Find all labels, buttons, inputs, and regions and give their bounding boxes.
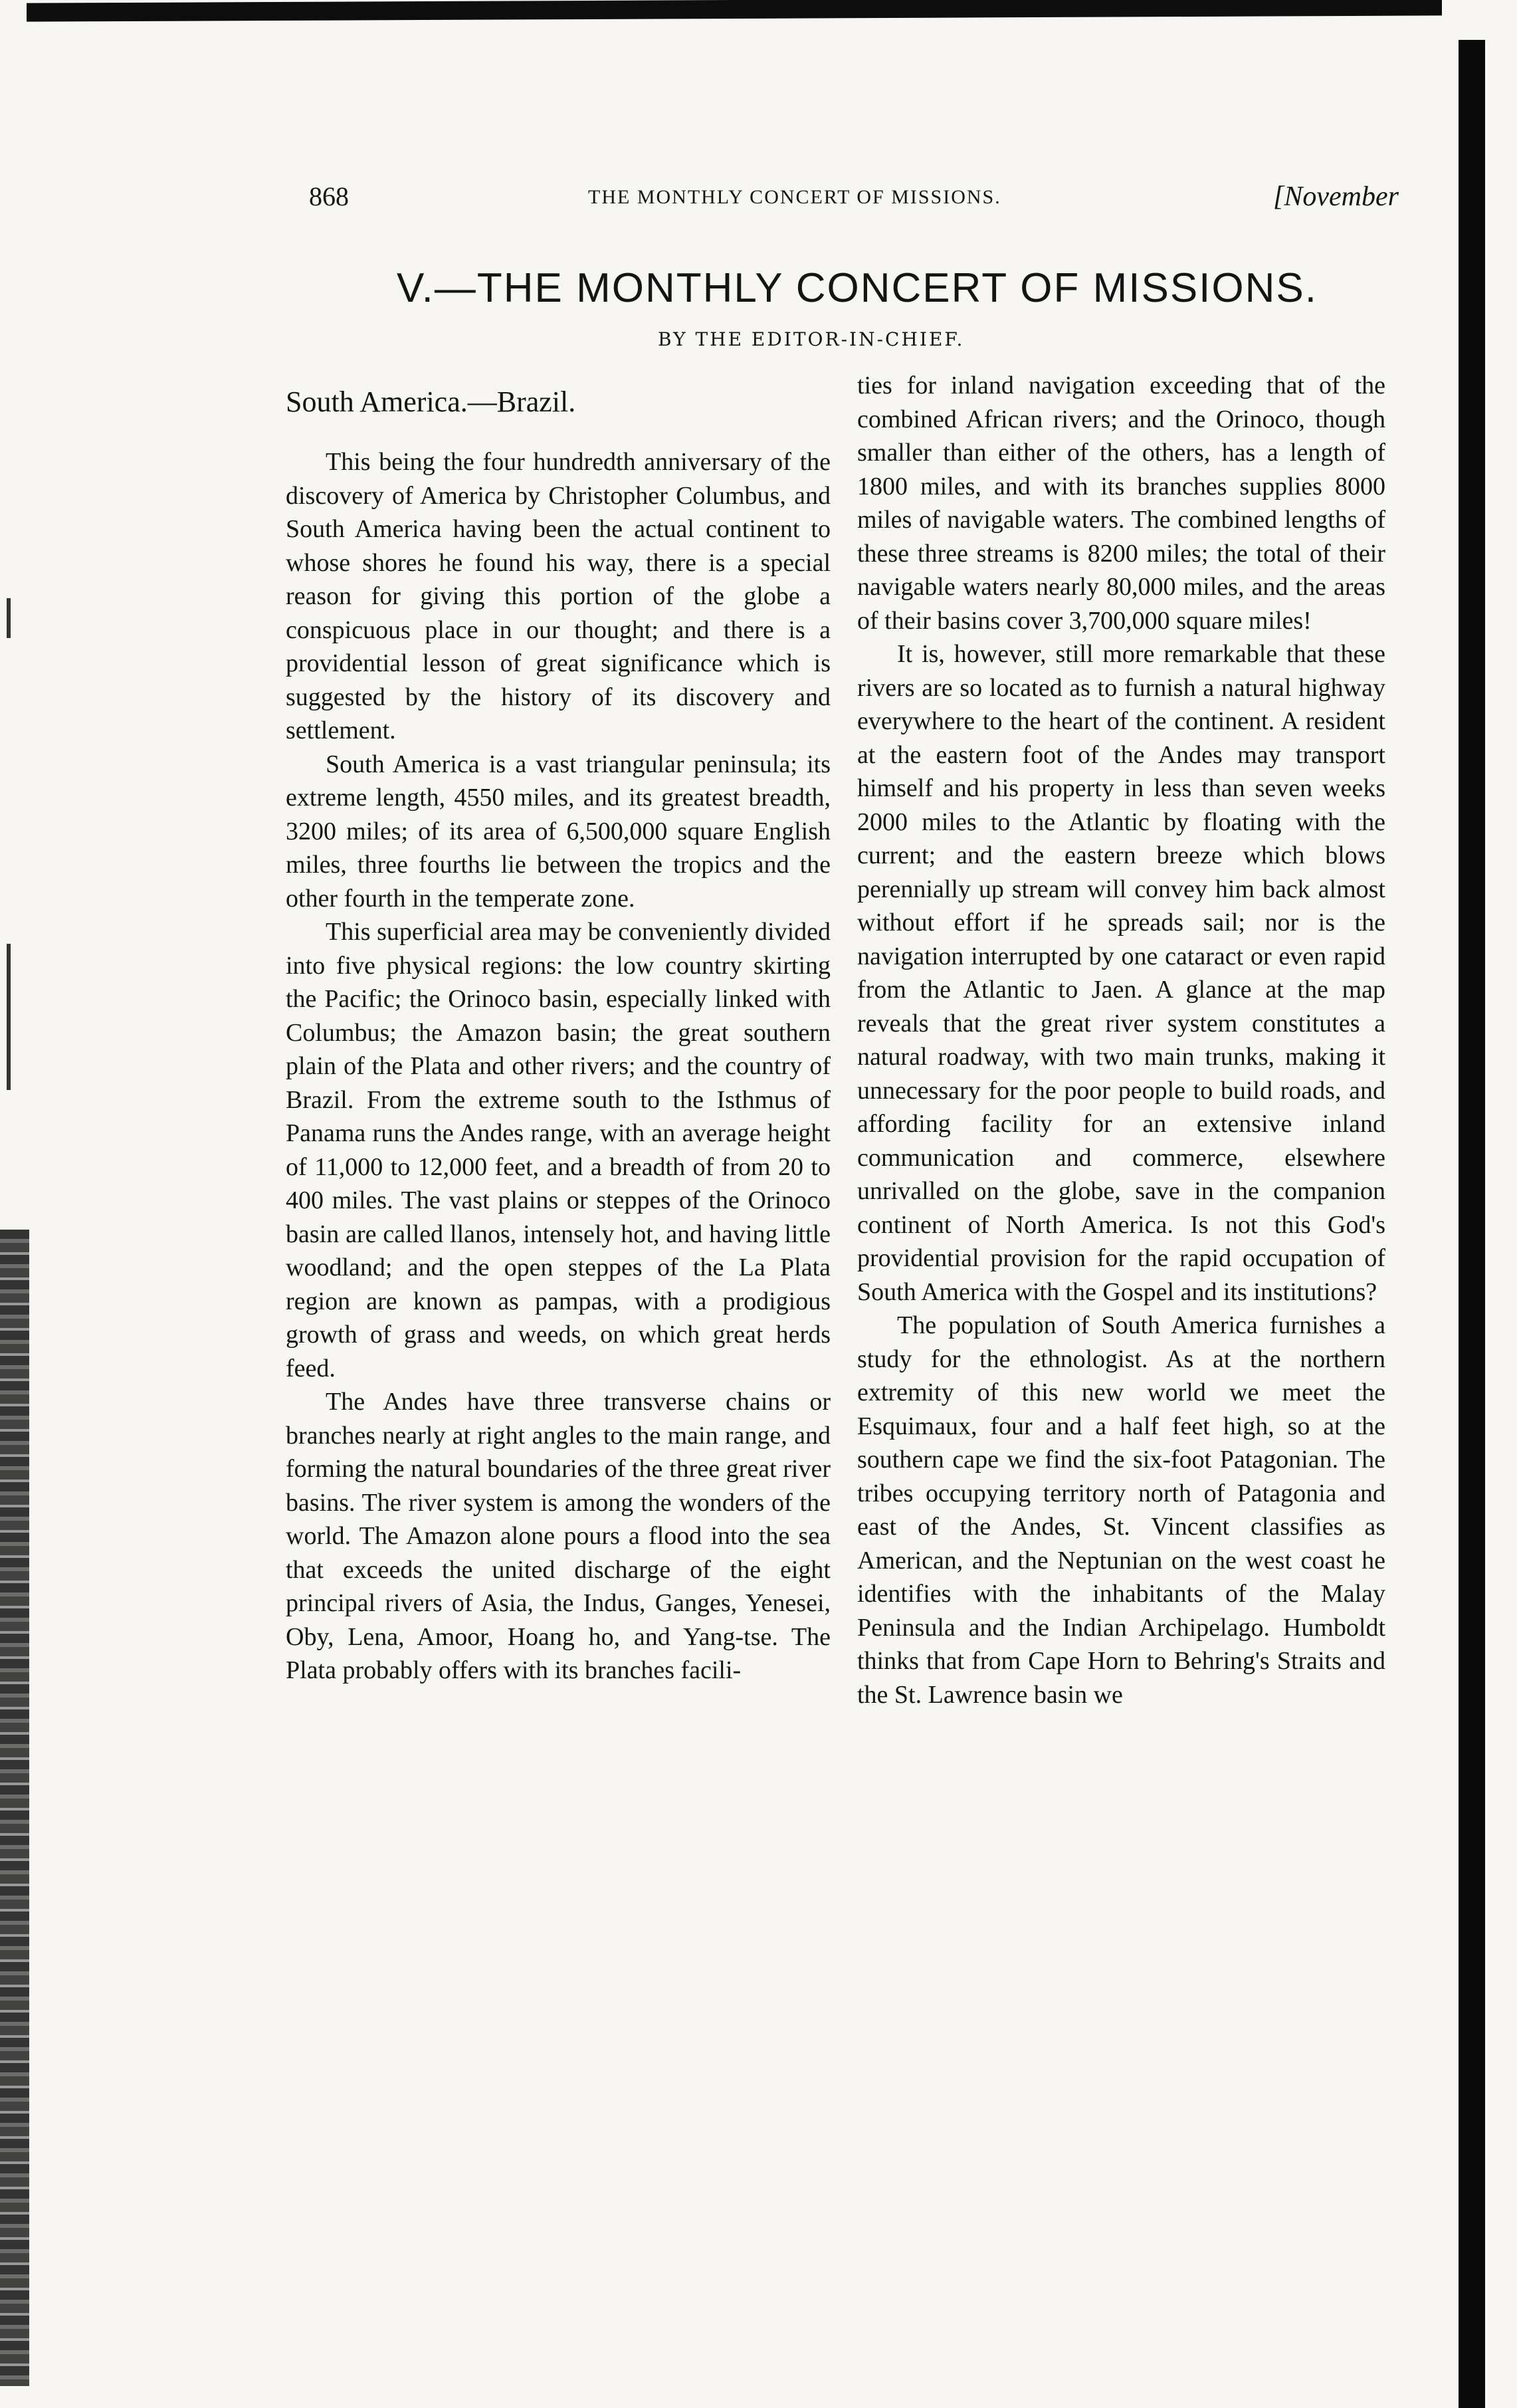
paragraph: The population of South America furnishes a study for the ethnologist. As at the northern extremity of this new world we meet the Esquimaux, four and a half feet high, so at the southern cape we find the six-foot Patagonian. The tribes occupying territory north of Patagonia and east of the Andes, St. Vincent classifies as American, and the Neptunian on the west coast he identifies with the inhabitants of the Malay Peninsula and the Indian Archipelago. Humboldt thinks that from Cape Horn to Behring's Straits and the St. Lawrence basin we [857,1311,1385,1709]
scan-mark [7,598,11,638]
paragraph: This superficial area may be conveniently divided into five physical regions: the low country skirting the Pacific; the Orinoco basin, especially linked with Columbus; the Amazon basin; the great southern plain of the Plata and other rivers; and the country of Brazil. From the extreme south to the Isthmus of Panama runs the Andes range, with an average height of 11,000 to 12,000 feet, and a breadth of from 20 to 400 miles. The vast plains or steppes of the Orinoco basin are called llanos, intensely hot, and having little woodland; and the open steppes of the La Plata region are known as pampas, with a prodigious growth of grass and weeds, on which great herds feed. [286,918,831,1382]
section-heading: South America.—Brazil. [286,385,576,418]
article-title: V.—THE MONTHLY CONCERT OF MISSIONS. [397,265,1318,311]
scan-right-edge [1459,40,1485,2408]
paragraph: The Andes have three transverse chains or branches nearly at right angles to the main range, and forming the natural boundaries of the three great river basins. The river system is among the wonders of the world. The Amazon alone pours a flood into the sea that exceeds the united discharge of the eight principal rivers of Asia, the Indus, Ganges, Yenesei, Oby, Lena, Amoor, Hoang ho, and Yang-tse. The Plata probably offers with its branches facili- [286,1388,831,1684]
running-head [309,181,1399,221]
left-column [286,369,831,1688]
page-number: 868 [309,181,349,211]
paragraph: This being the four hundredth anniversary of the discovery of America by Christopher Columbus, and South America having been the actual continent to whose shores he found his way, there is a special reason for giving this portion of the globe a conspicuous place in our thought; and there is a providential lesson of great significance which is suggested by the history of its discovery and settlement. [286,448,831,744]
scan-mark [7,944,11,1090]
byline: BY THE EDITOR-IN-CHIEF. [658,328,965,350]
issue-month: [November [1273,181,1399,212]
paragraph: South America is a vast triangular peninsula; its extreme length, 4550 miles, and its greatest breadth, 3200 miles; of its area of 6,500,000 square English miles, three fourths lie between the tropics and the other fourth in the temperate zone. [286,750,831,913]
paragraph: It is, however, still more remarkable that these rivers are so located as to furnish a natural highway everywhere to the heart of the continent. A resident at the eastern foot of the Andes may transport himself and his property in less than seven weeks 2000 miles to the Atlantic by floating with the current; and the eastern breeze which blows perennially up stream will convey him back almost without effort if he spreads sail; nor is the navigation interrupted by one cataract or even rapid from the Atlantic to Jaen. A glance at the map reveals that the great river system constitutes a natural roadway, with two main trunks, making it unnecessary for the poor people to build roads, and affording facility for an extensive inland communication and commerce, elsewhere unrivalled on the globe, save in the companion continent of North America. Is not this God's providential provision for the rapid occupation of South America with the Gospel and its institutions? [857,640,1385,1306]
journal-title: THE MONTHLY CONCERT OF MISSIONS. [588,186,1001,208]
paragraph-continuation: ties for inland navigation exceeding that of the combined African rivers; and the Orinoco, though smaller than either of the others, has a length of 1800 miles, and with its branches supplies 8000 miles of navigable waters. The combined lengths of these three streams is 8200 miles; the total of their navigable waters nearly 80,000 miles, and the areas of their basins cover 3,700,000 square miles! [857,372,1385,635]
scan-top-border [27,0,1442,22]
right-column [857,369,1385,1711]
scan-left-edge-artifact [0,1230,29,2386]
